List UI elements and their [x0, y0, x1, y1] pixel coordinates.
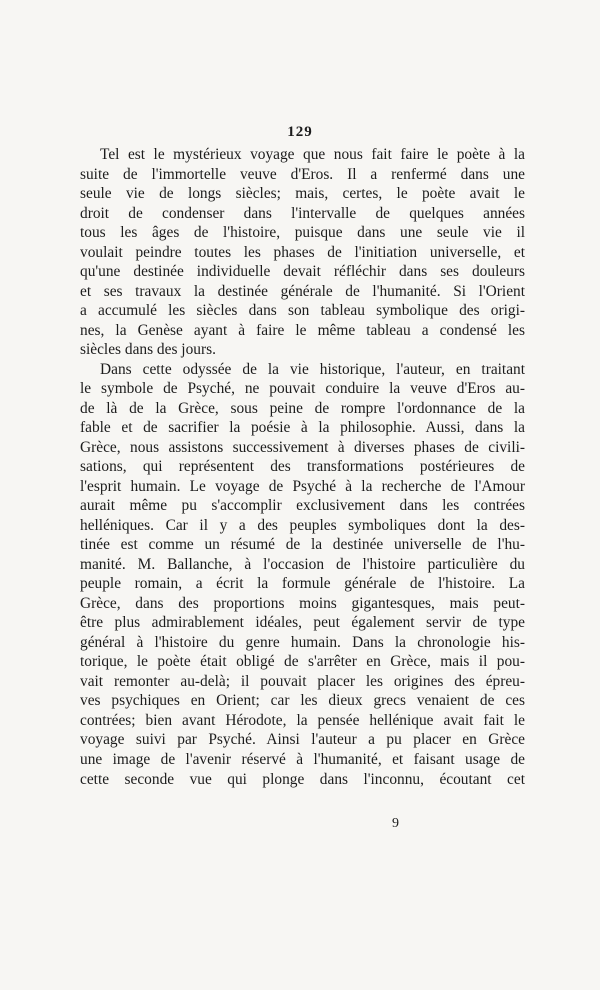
text-line: être plus admirablement idéales, peut également servir de type — [80, 614, 525, 632]
text-line: cette seconde vue qui plonge dans l'inconnu, écoutant cet — [80, 770, 525, 788]
text-line: contrées; bien avant Hérodote, la pensée hellénique avait fait le — [80, 711, 525, 729]
body-text — [80, 145, 525, 789]
text-line: droit de condenser dans l'intervalle de quelques années — [80, 204, 525, 222]
text-line: aurait même pu s'accomplir exclusivement dans les contrées — [80, 497, 525, 515]
page-number: 129 — [287, 124, 313, 140]
text-line: qu'une destinée individuelle devait réfléchir dans ses douleurs — [80, 263, 525, 281]
text-line: général à l'histoire du genre humain. Dans la chronologie his- — [80, 633, 525, 651]
text-line: tinée est comme un résumé de la destinée universelle de l'hu- — [80, 536, 525, 554]
text-line: le symbole de Psyché, ne pouvait conduire la veuve d'Eros au- — [80, 380, 525, 398]
text-line: a accumulé les siècles dans son tableau symbolique des origi- — [80, 302, 525, 320]
text-line: siècles dans des jours. — [80, 341, 216, 359]
text-line: tous les âges de l'histoire, puisque dans une seule vie il — [80, 224, 525, 242]
text-line: torique, le poète était obligé de s'arrêter en Grèce, mais il pou- — [80, 653, 525, 671]
signature-mark: 9 — [392, 816, 399, 831]
text-line: de là de la Grèce, sous peine de rompre l'ordonnance de la — [80, 399, 525, 417]
text-line: Tel est le mystérieux voyage que nous fait faire le poète à la — [100, 146, 525, 163]
text-line: l'esprit humain. Le voyage de Psyché à la recherche de l'Amour — [80, 477, 525, 495]
text-line: et ses travaux la destinée générale de l'humanité. Si l'Orient — [80, 282, 525, 300]
text-line: Dans cette odyssée de la vie historique, l'auteur, en traitant — [100, 360, 525, 378]
text-line: voyage suivi par Psyché. Ainsi l'auteur a pu placer en Grèce — [80, 731, 525, 749]
text-line: helléniques. Car il y a des peuples symboliques dont la des- — [80, 516, 525, 534]
text-line: suite de l'immortelle veuve d'Eros. Il a renfermé dans une — [80, 165, 525, 183]
text-line: Grèce, nous assistons successivement à diverses phases de civili- — [80, 438, 525, 456]
text-line: vait remonter au-delà; il pouvait placer les origines des épreu- — [80, 672, 525, 690]
text-line: Grèce, dans des proportions moins gigantesques, mais peut- — [80, 594, 525, 612]
text-line: ves psychiques en Orient; car les dieux grecs venaient de ces — [80, 692, 525, 710]
text-line: peuple romain, a écrit la formule générale de l'histoire. La — [80, 575, 525, 593]
text-line: une image de l'avenir réservé à l'humanité, et faisant usage de — [80, 750, 525, 768]
text-line: voulait peindre toutes les phases de l'initiation universelle, et — [80, 243, 525, 261]
text-line: seule vie de longs siècles; mais, certes, le poète avait le — [80, 185, 525, 203]
text-line: manité. M. Ballanche, à l'occasion de l'histoire particulière du — [80, 555, 525, 573]
text-line: nes, la Genèse ayant à faire le même tableau a condensé les — [80, 321, 525, 339]
text-line: sations, qui représentent des transformations postérieures de — [80, 458, 525, 476]
text-line: fable et de sacrifier la poésie à la philosophie. Aussi, dans la — [80, 419, 525, 437]
